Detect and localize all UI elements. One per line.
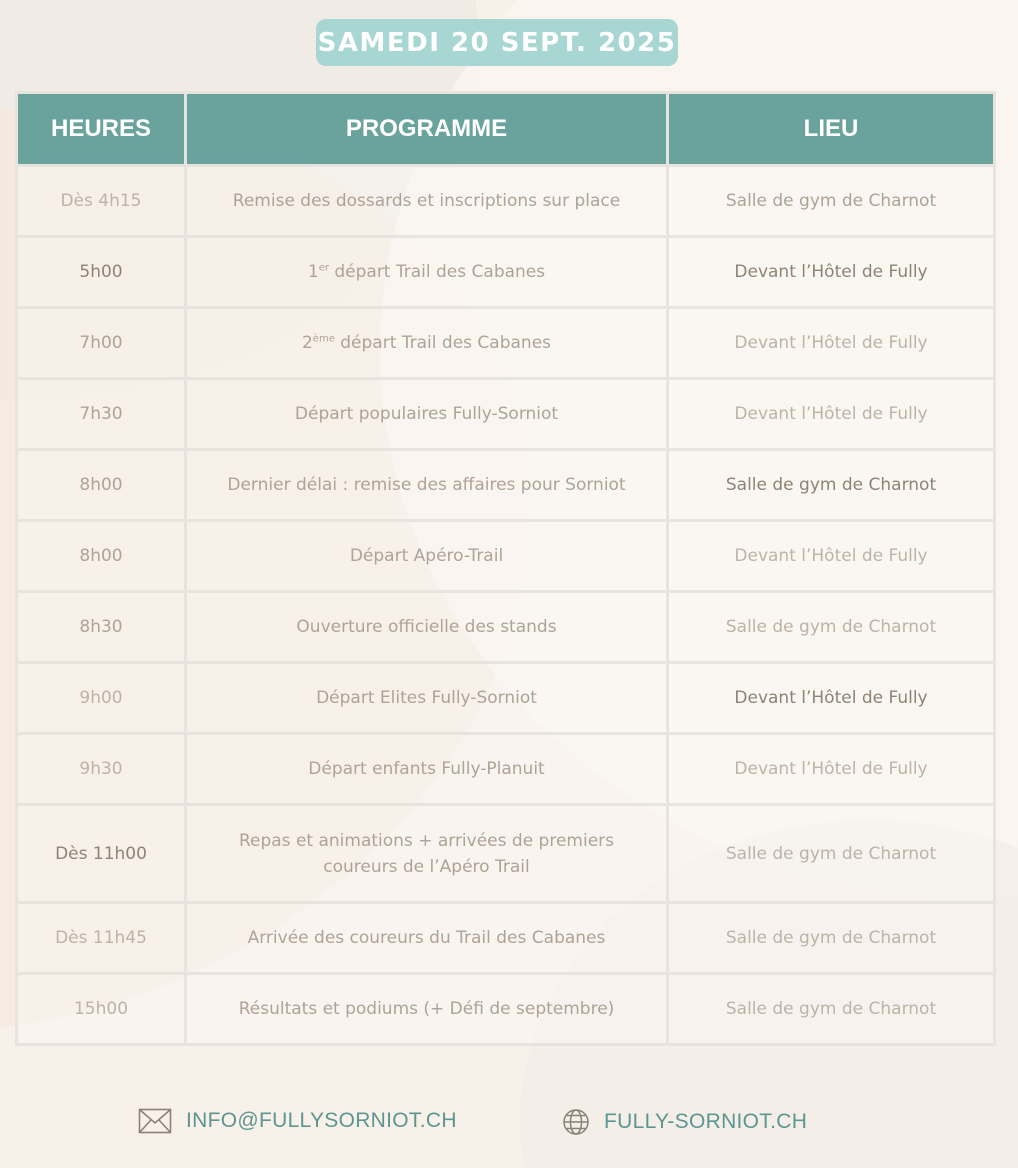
table-row — [17, 166, 995, 237]
cell-heure: 15h00 — [17, 974, 186, 1045]
cell-lieu: Salle de gym de Charnot — [668, 450, 995, 521]
website-contact — [562, 1108, 807, 1136]
footer — [0, 1108, 1018, 1144]
cell-lieu: Salle de gym de Charnot — [668, 592, 995, 663]
cell-lieu: Devant l’Hôtel de Fully — [668, 663, 995, 734]
ordinal-suffix: er — [318, 262, 329, 274]
cell-heure: 9h30 — [17, 734, 186, 805]
cell-programme: Départ Elites Fully-Sorniot — [186, 663, 668, 734]
cell-lieu: Devant l’Hôtel de Fully — [668, 734, 995, 805]
cell-lieu: Devant l’Hôtel de Fully — [668, 379, 995, 450]
cell-heure: 8h00 — [17, 450, 186, 521]
cell-heure: Dès 11h00 — [17, 805, 186, 903]
cell-heure: 8h30 — [17, 592, 186, 663]
cell-programme: Repas et animations + arrivées de premiers coureurs de l’Apéro Trail — [186, 805, 668, 903]
cell-programme: Arrivée des coureurs du Trail des Cabanes — [186, 903, 668, 974]
cell-programme: Départ enfants Fully-Planuit — [186, 734, 668, 805]
cell-programme — [186, 237, 668, 308]
table-row — [17, 903, 995, 974]
website-link[interactable]: FULLY-SORNIOT.CH — [604, 1110, 808, 1133]
cell-programme: Remise des dossards et inscriptions sur place — [186, 166, 668, 237]
cell-heure: 9h00 — [17, 663, 186, 734]
ordinal-suffix: ème — [312, 333, 335, 345]
table-row — [17, 592, 995, 663]
table-row — [17, 237, 995, 308]
table-header-row — [17, 93, 995, 166]
cell-programme: Dernier délai : remise des affaires pour Sorniot — [186, 450, 668, 521]
cell-lieu: Salle de gym de Charnot — [668, 903, 995, 974]
cell-programme: Résultats et podiums (+ Défi de septembre) — [186, 974, 668, 1045]
ordinal-number: 2 — [301, 333, 313, 353]
cell-programme: Ouverture officielle des stands — [186, 592, 668, 663]
programme-text: départ Trail des Cabanes — [334, 333, 552, 353]
cell-lieu: Devant l’Hôtel de Fully — [668, 308, 995, 379]
envelope-icon — [138, 1108, 172, 1134]
table-row — [17, 379, 995, 450]
cell-heure: Dès 11h45 — [17, 903, 186, 974]
cell-heure: 7h00 — [17, 308, 186, 379]
column-header-lieu: LIEU — [668, 93, 995, 166]
cell-lieu: Devant l’Hôtel de Fully — [668, 237, 995, 308]
cell-heure: 8h00 — [17, 521, 186, 592]
globe-icon — [562, 1108, 590, 1136]
column-header-heures: HEURES — [17, 93, 186, 166]
cell-heure: Dès 4h15 — [17, 166, 186, 237]
table-row — [17, 308, 995, 379]
table-row — [17, 734, 995, 805]
cell-heure: 7h30 — [17, 379, 186, 450]
cell-lieu: Salle de gym de Charnot — [668, 166, 995, 237]
cell-lieu: Salle de gym de Charnot — [668, 974, 995, 1045]
table-row — [17, 450, 995, 521]
schedule-table — [15, 91, 996, 1046]
ordinal-number: 1 — [307, 262, 319, 282]
date-banner: SAMEDI 20 SEPT. 2025 — [316, 19, 678, 66]
cell-lieu: Devant l’Hôtel de Fully — [668, 521, 995, 592]
cell-programme: Départ populaires Fully-Sorniot — [186, 379, 668, 450]
cell-lieu: Salle de gym de Charnot — [668, 805, 995, 903]
cell-heure: 5h00 — [17, 237, 186, 308]
table-row — [17, 974, 995, 1045]
table-row — [17, 521, 995, 592]
email-contact — [138, 1108, 457, 1134]
programme-text: départ Trail des Cabanes — [328, 262, 546, 282]
email-link[interactable]: INFO@FULLYSORNIOT.CH — [186, 1109, 457, 1132]
cell-programme: Départ Apéro-Trail — [186, 521, 668, 592]
table-row — [17, 805, 995, 903]
table-row — [17, 663, 995, 734]
column-header-programme: PROGRAMME — [186, 93, 668, 166]
cell-programme — [186, 308, 668, 379]
